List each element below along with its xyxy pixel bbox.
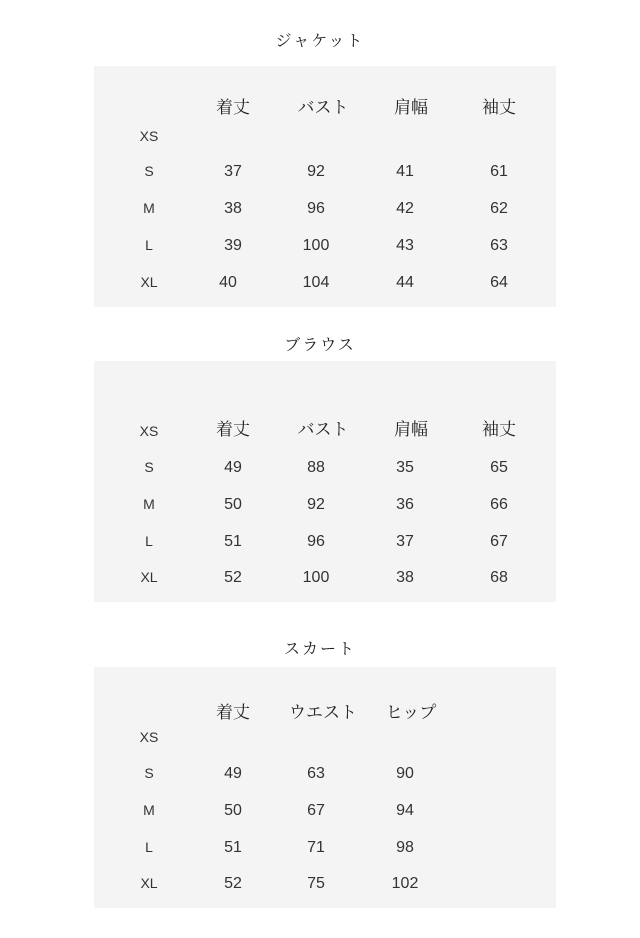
table-title-skirt: スカート <box>283 639 356 658</box>
size-label: L <box>145 533 153 549</box>
table-cell: 92 <box>307 163 325 180</box>
size-label: XS <box>139 423 159 439</box>
column-header: 着丈 <box>216 703 250 723</box>
size-label: S <box>144 163 154 179</box>
size-label: L <box>145 839 153 855</box>
table-cell: 104 <box>302 274 330 291</box>
table-cell: 100 <box>302 237 330 254</box>
table-cell: 38 <box>396 569 414 586</box>
column-header: バスト <box>297 420 349 440</box>
table-cell: 63 <box>490 237 508 254</box>
table-cell: 100 <box>302 569 330 586</box>
table-cell: 37 <box>396 533 414 550</box>
table-title-jacket: ジャケット <box>275 31 365 50</box>
table-cell: 67 <box>490 533 508 550</box>
table-cell: 51 <box>224 839 242 856</box>
size-label: XL <box>140 875 158 891</box>
column-header: 着丈 <box>216 98 250 118</box>
size-label: XL <box>140 274 158 290</box>
size-label: M <box>143 200 155 216</box>
table-cell: 52 <box>224 875 242 892</box>
table-cell: 42 <box>396 200 414 217</box>
table-cell: 44 <box>396 274 414 291</box>
table-cell: 68 <box>490 569 508 586</box>
column-header: 着丈 <box>216 420 250 440</box>
size-label: XS <box>139 128 159 144</box>
table-cell: 67 <box>307 802 325 819</box>
table-cell: 38 <box>224 200 242 217</box>
size-label: M <box>143 496 155 512</box>
table-cell: 102 <box>391 875 419 892</box>
table-cell: 96 <box>307 200 325 217</box>
size-label: S <box>144 459 154 475</box>
size-table-jacket <box>94 66 556 307</box>
column-header: 袖丈 <box>482 420 516 440</box>
table-cell: 62 <box>490 200 508 217</box>
column-header: 肩幅 <box>394 420 428 440</box>
column-header: ヒップ <box>385 703 437 723</box>
table-cell: 39 <box>224 237 242 254</box>
column-header: ウエスト <box>289 703 357 723</box>
table-cell: 94 <box>396 802 414 819</box>
table-cell: 92 <box>307 496 325 513</box>
table-cell: 40 <box>219 274 237 291</box>
table-cell: 61 <box>490 163 508 180</box>
table-cell: 64 <box>490 274 508 291</box>
table-cell: 49 <box>224 459 242 476</box>
table-cell: 52 <box>224 569 242 586</box>
table-cell: 50 <box>224 802 242 819</box>
column-header: 肩幅 <box>394 98 428 118</box>
size-table-skirt <box>94 667 556 908</box>
size-table-blouse <box>94 361 556 602</box>
table-cell: 66 <box>490 496 508 513</box>
size-label: XL <box>140 569 158 585</box>
column-header: バスト <box>297 98 349 118</box>
table-cell: 43 <box>396 237 414 254</box>
table-cell: 37 <box>224 163 242 180</box>
table-cell: 51 <box>224 533 242 550</box>
table-cell: 90 <box>396 765 414 782</box>
size-label: S <box>144 765 154 781</box>
size-label: M <box>143 802 155 818</box>
table-cell: 50 <box>224 496 242 513</box>
table-cell: 49 <box>224 765 242 782</box>
table-cell: 88 <box>307 459 325 476</box>
table-cell: 63 <box>307 765 325 782</box>
table-cell: 35 <box>396 459 414 476</box>
column-header: 袖丈 <box>482 98 516 118</box>
table-cell: 75 <box>307 875 325 892</box>
table-cell: 71 <box>307 839 325 856</box>
table-cell: 96 <box>307 533 325 550</box>
table-title-blouse: ブラウス <box>284 335 356 354</box>
table-cell: 65 <box>490 459 508 476</box>
table-cell: 36 <box>396 496 414 513</box>
table-cell: 98 <box>396 839 414 856</box>
size-label: L <box>145 237 153 253</box>
table-cell: 41 <box>396 163 414 180</box>
size-label: XS <box>139 729 159 745</box>
